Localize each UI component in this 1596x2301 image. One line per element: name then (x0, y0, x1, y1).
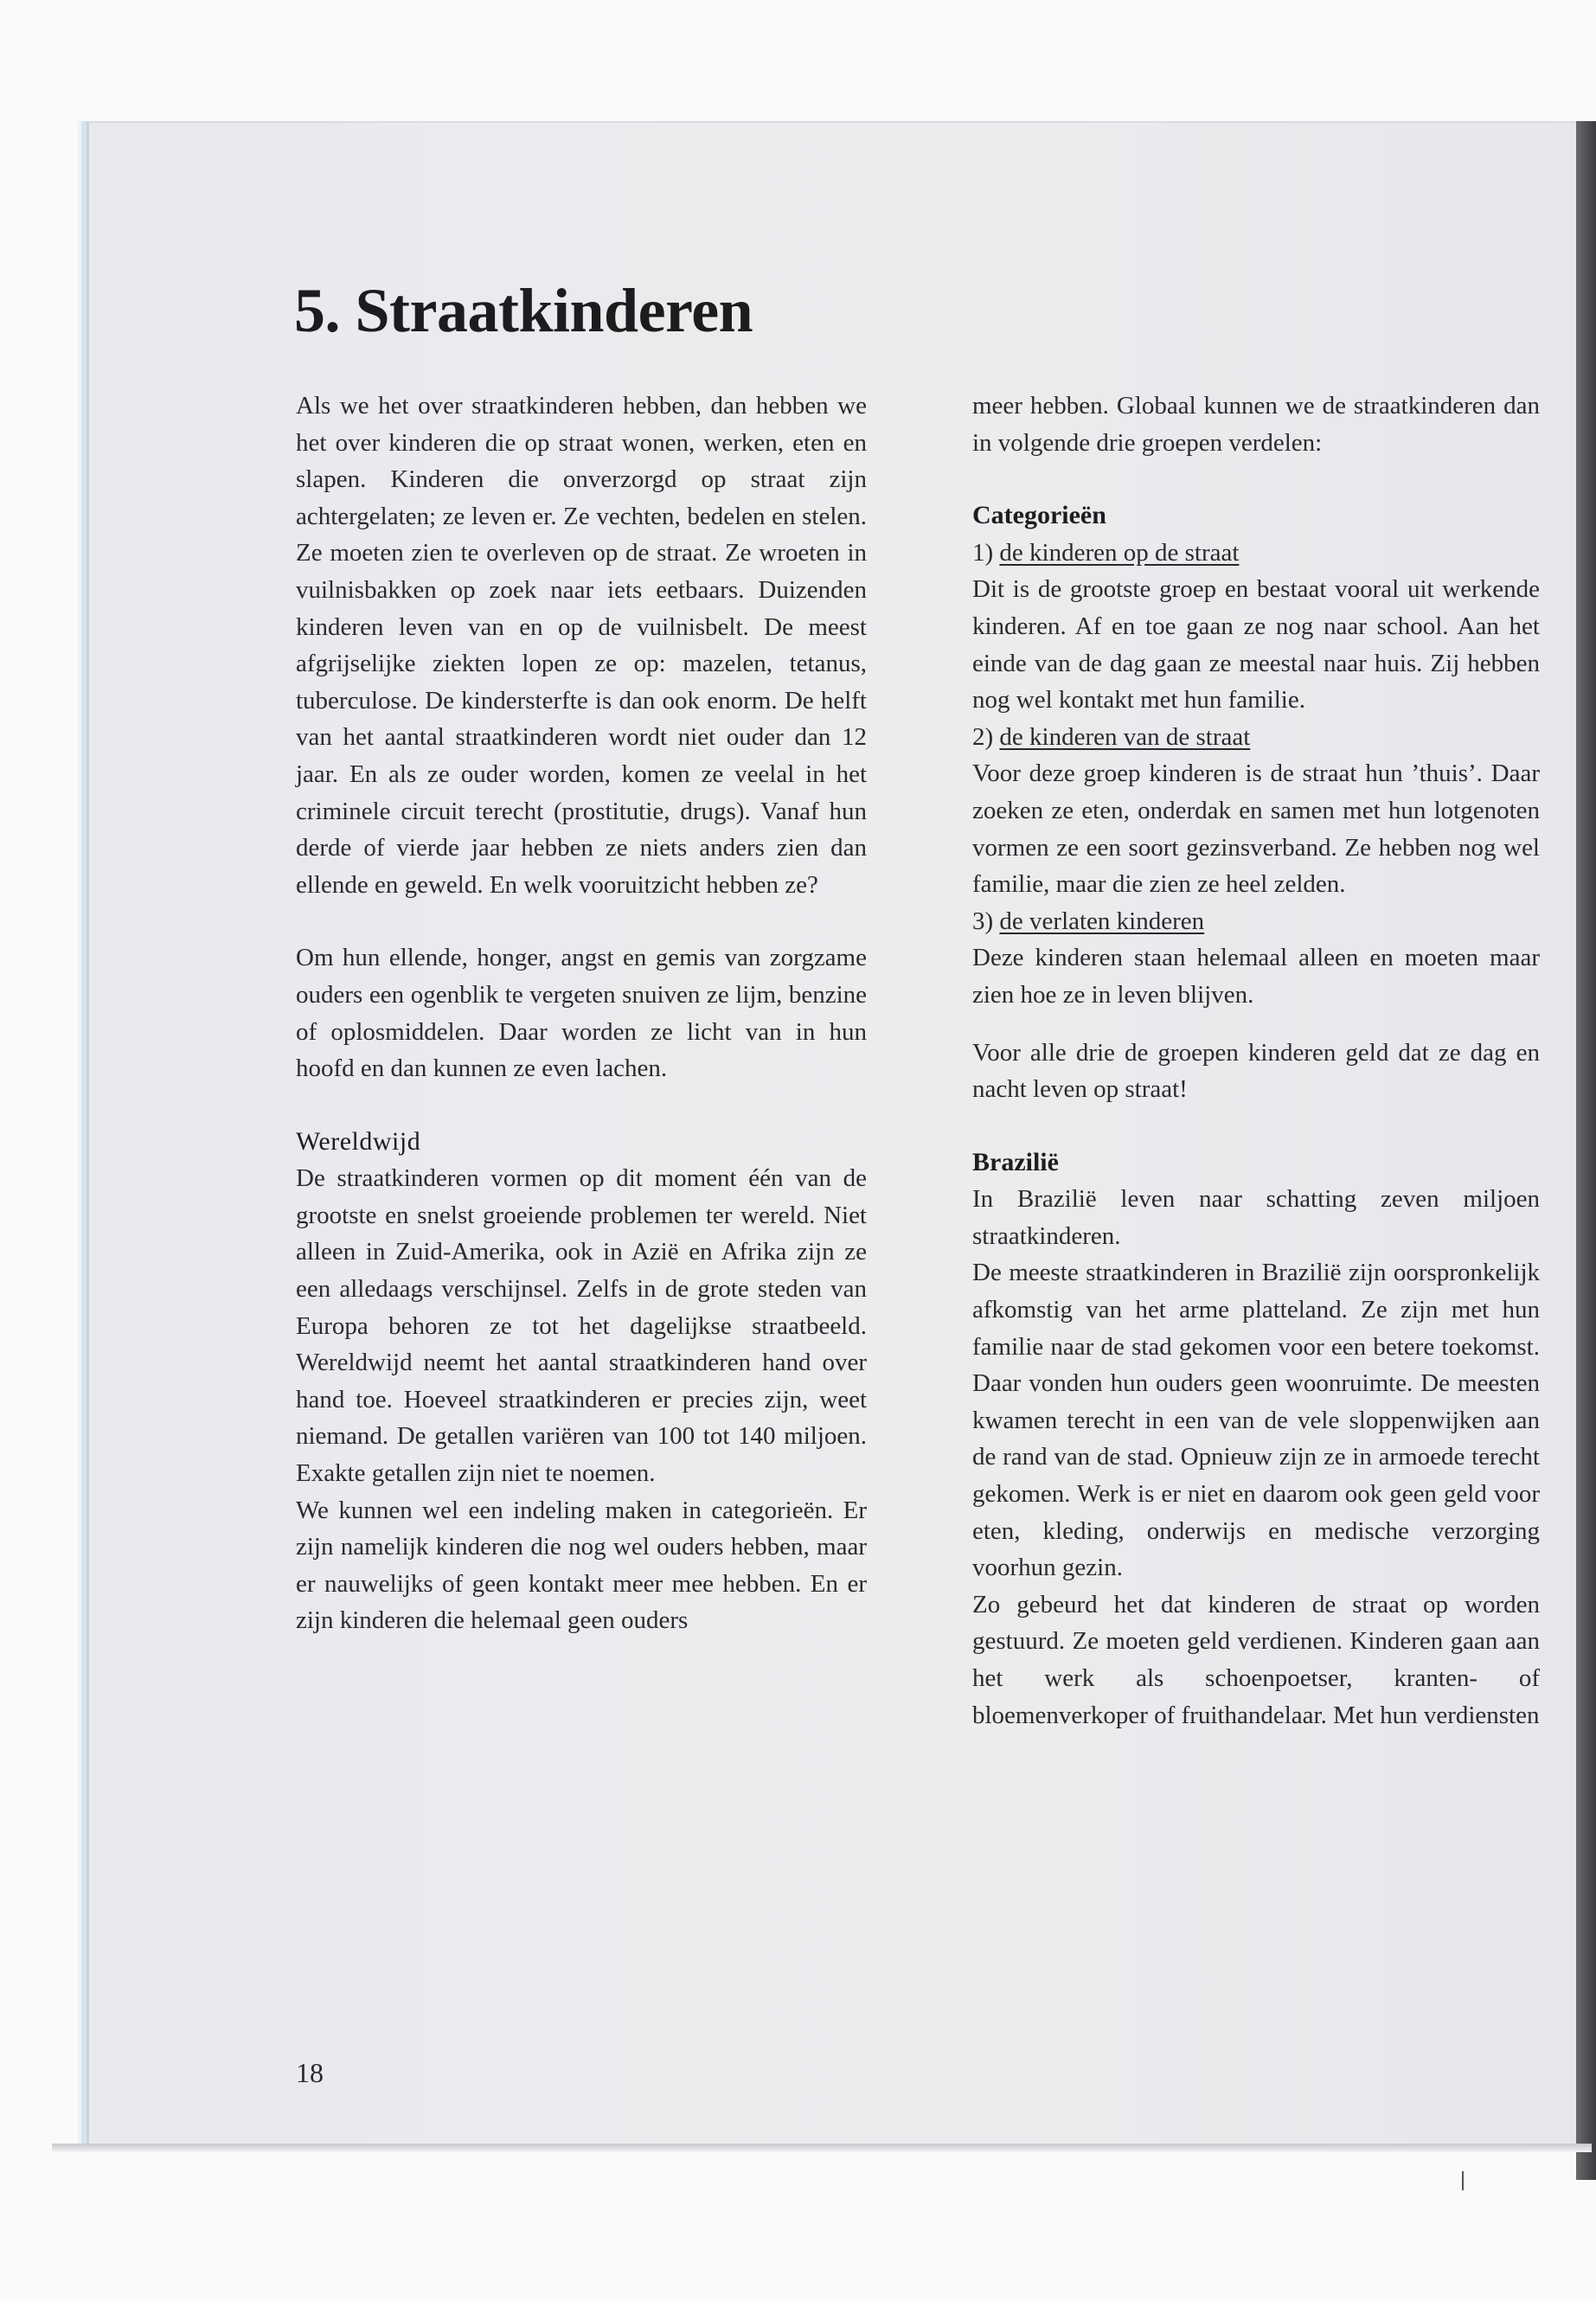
category-2-title: de kinderen van de straat (999, 722, 1251, 751)
paragraph-ellende: Om hun ellende, honger, angst en gemis van zorgzame ouders een ogenblik te vergeten snuiven ze lijm, benzine of oplosmiddelen. Daar worden ze licht van in hun hoofd en dan kunnen ze even lachen. (296, 944, 867, 1083)
heading-wereldwijd: Wereldwijd (296, 1126, 421, 1156)
category-1-heading (972, 535, 1540, 572)
category-1-title: de kinderen op de straat (999, 538, 1240, 567)
category-3-title: de verlaten kinderen (999, 907, 1205, 935)
paragraph-brazilie-1: In Brazilië leven naar schatting zeven miljoen straatkinderen. (972, 1185, 1540, 1250)
summary-paragraph: Voor alle drie de groepen kinderen geld dat ze dag en nacht leven op straat! (972, 1038, 1540, 1104)
scan-mark (1462, 2171, 1464, 2190)
paragraph-continuation: meer hebben. Globaal kunnen we de straatkinderen dan in volgende drie groepen verdelen: (972, 392, 1540, 457)
paragraph-wereldwijd: De straatkinderen vormen op dit moment één van de grootste en snelst groeiende problemen ter wereld. Niet alleen in Zuid-Amerika, ook in Azië en Afrika zijn ze een alledaags verschijnsel. Zelfs in de grote steden van Europa behoren ze tot het dagelijkse straatbeeld. Wereldwijd neemt het aantal straatkinderen hand over hand toe. Hoeveel straatkinderen er precies zijn, weet niemand. De getallen variëren van 100 tot 140 miljoen. Exakte getallen zijn niet te noemen. (296, 1164, 867, 1488)
category-3-heading (972, 903, 1540, 940)
category-2-number: 2) (972, 722, 1000, 751)
intro-paragraph: Als we het over straatkinderen hebben, dan hebben we het over kinderen die op straat wonen, werken, eten en slapen. Kinderen die onverzorgd op straat zijn achtergelaten; ze leven er. Ze vechten, bedelen en stelen. Ze moeten zien te overleven op de straat. Ze wroeten in vuilnisbakken op zoek naar iets eetbaars. Duizenden kinderen leven van en op de vuilnisbelt. De meest afgrijselijke ziekten lopen ze op: mazelen, tetanus, tuberculose. De kindersterfte is dan ook enorm. De helft van het aantal straatkinderen wordt niet ouder dan 12 jaar. En als ze ouder worden, komen ze veelal in het criminele circuit terecht (prostitutie, drugs). Vanaf hun derde of vierde jaar hebben ze niets anders zien dan ellende en geweld. En welk vooruitzicht hebben ze? (296, 392, 867, 899)
left-column (296, 388, 867, 1639)
page-spine-shadow (1576, 121, 1596, 2180)
category-3-number: 3) (972, 907, 1000, 935)
right-column (972, 388, 1540, 1734)
category-1-number: 1) (972, 538, 1000, 567)
paragraph-indeling: We kunnen wel een indeling maken in categorieën. Er zijn namelijk kinderen die nog wel ouders hebben, maar er nauwelijks of geen kontakt meer mee hebben. En er zijn kinderen die helemaal geen ouders (296, 1496, 867, 1635)
category-3-text: Deze kinderen staan helemaal alleen en moeten maar zien hoe ze in leven blijven. (972, 944, 1540, 1009)
category-2-text: Voor deze groep kinderen is de straat hun ’thuis’. Daar zoeken ze eten, onderdak en samen met hun lotgenoten vormen ze een soort gezinsverband. Ze hebben nog wel familie, maar die zien ze heel zelden. (972, 760, 1540, 899)
category-2-heading (972, 719, 1540, 756)
page-number: 18 (296, 2057, 324, 2088)
page-bottom-edge (52, 2144, 1592, 2152)
paragraph-brazilie-3: Zo gebeurd het dat kinderen de straat op worden gestuurd. Ze moeten geld verdienen. Kinderen gaan aan het werk als schoenpoetser, kranten- of bloemenverkoper of fruithandelaar. Met hun verdiensten (972, 1590, 1540, 1729)
paragraph-brazilie-2: De meeste straatkinderen in Brazilië zijn oorspronkelijk afkomstig van het arme platteland. Ze zijn met hun familie naar de stad gekomen voor een betere toekomst. Daar vonden hun ouders geen woonruimte. De meesten kwamen terecht in een van de vele sloppenwijken aan de rand van de stad. Opnieuw zijn ze in armoede terecht gekomen. Werk is er niet en daarom ook geen geld voor eten, kleding, onderwijs en medische verzorging voorhun gezin. (972, 1259, 1540, 1582)
heading-brazilie: Brazilië (972, 1147, 1059, 1176)
chapter-title: 5. Straatkinderen (294, 276, 753, 345)
category-1-text: Dit is de grootste groep en bestaat vooral uit werkende kinderen. Af en toe gaan ze nog naar school. Aan het einde van de dag gaan ze meestal naar huis. Zij hebben nog wel kontakt met hun familie. (972, 575, 1540, 715)
heading-categorieen: Categorieën (972, 501, 1106, 530)
